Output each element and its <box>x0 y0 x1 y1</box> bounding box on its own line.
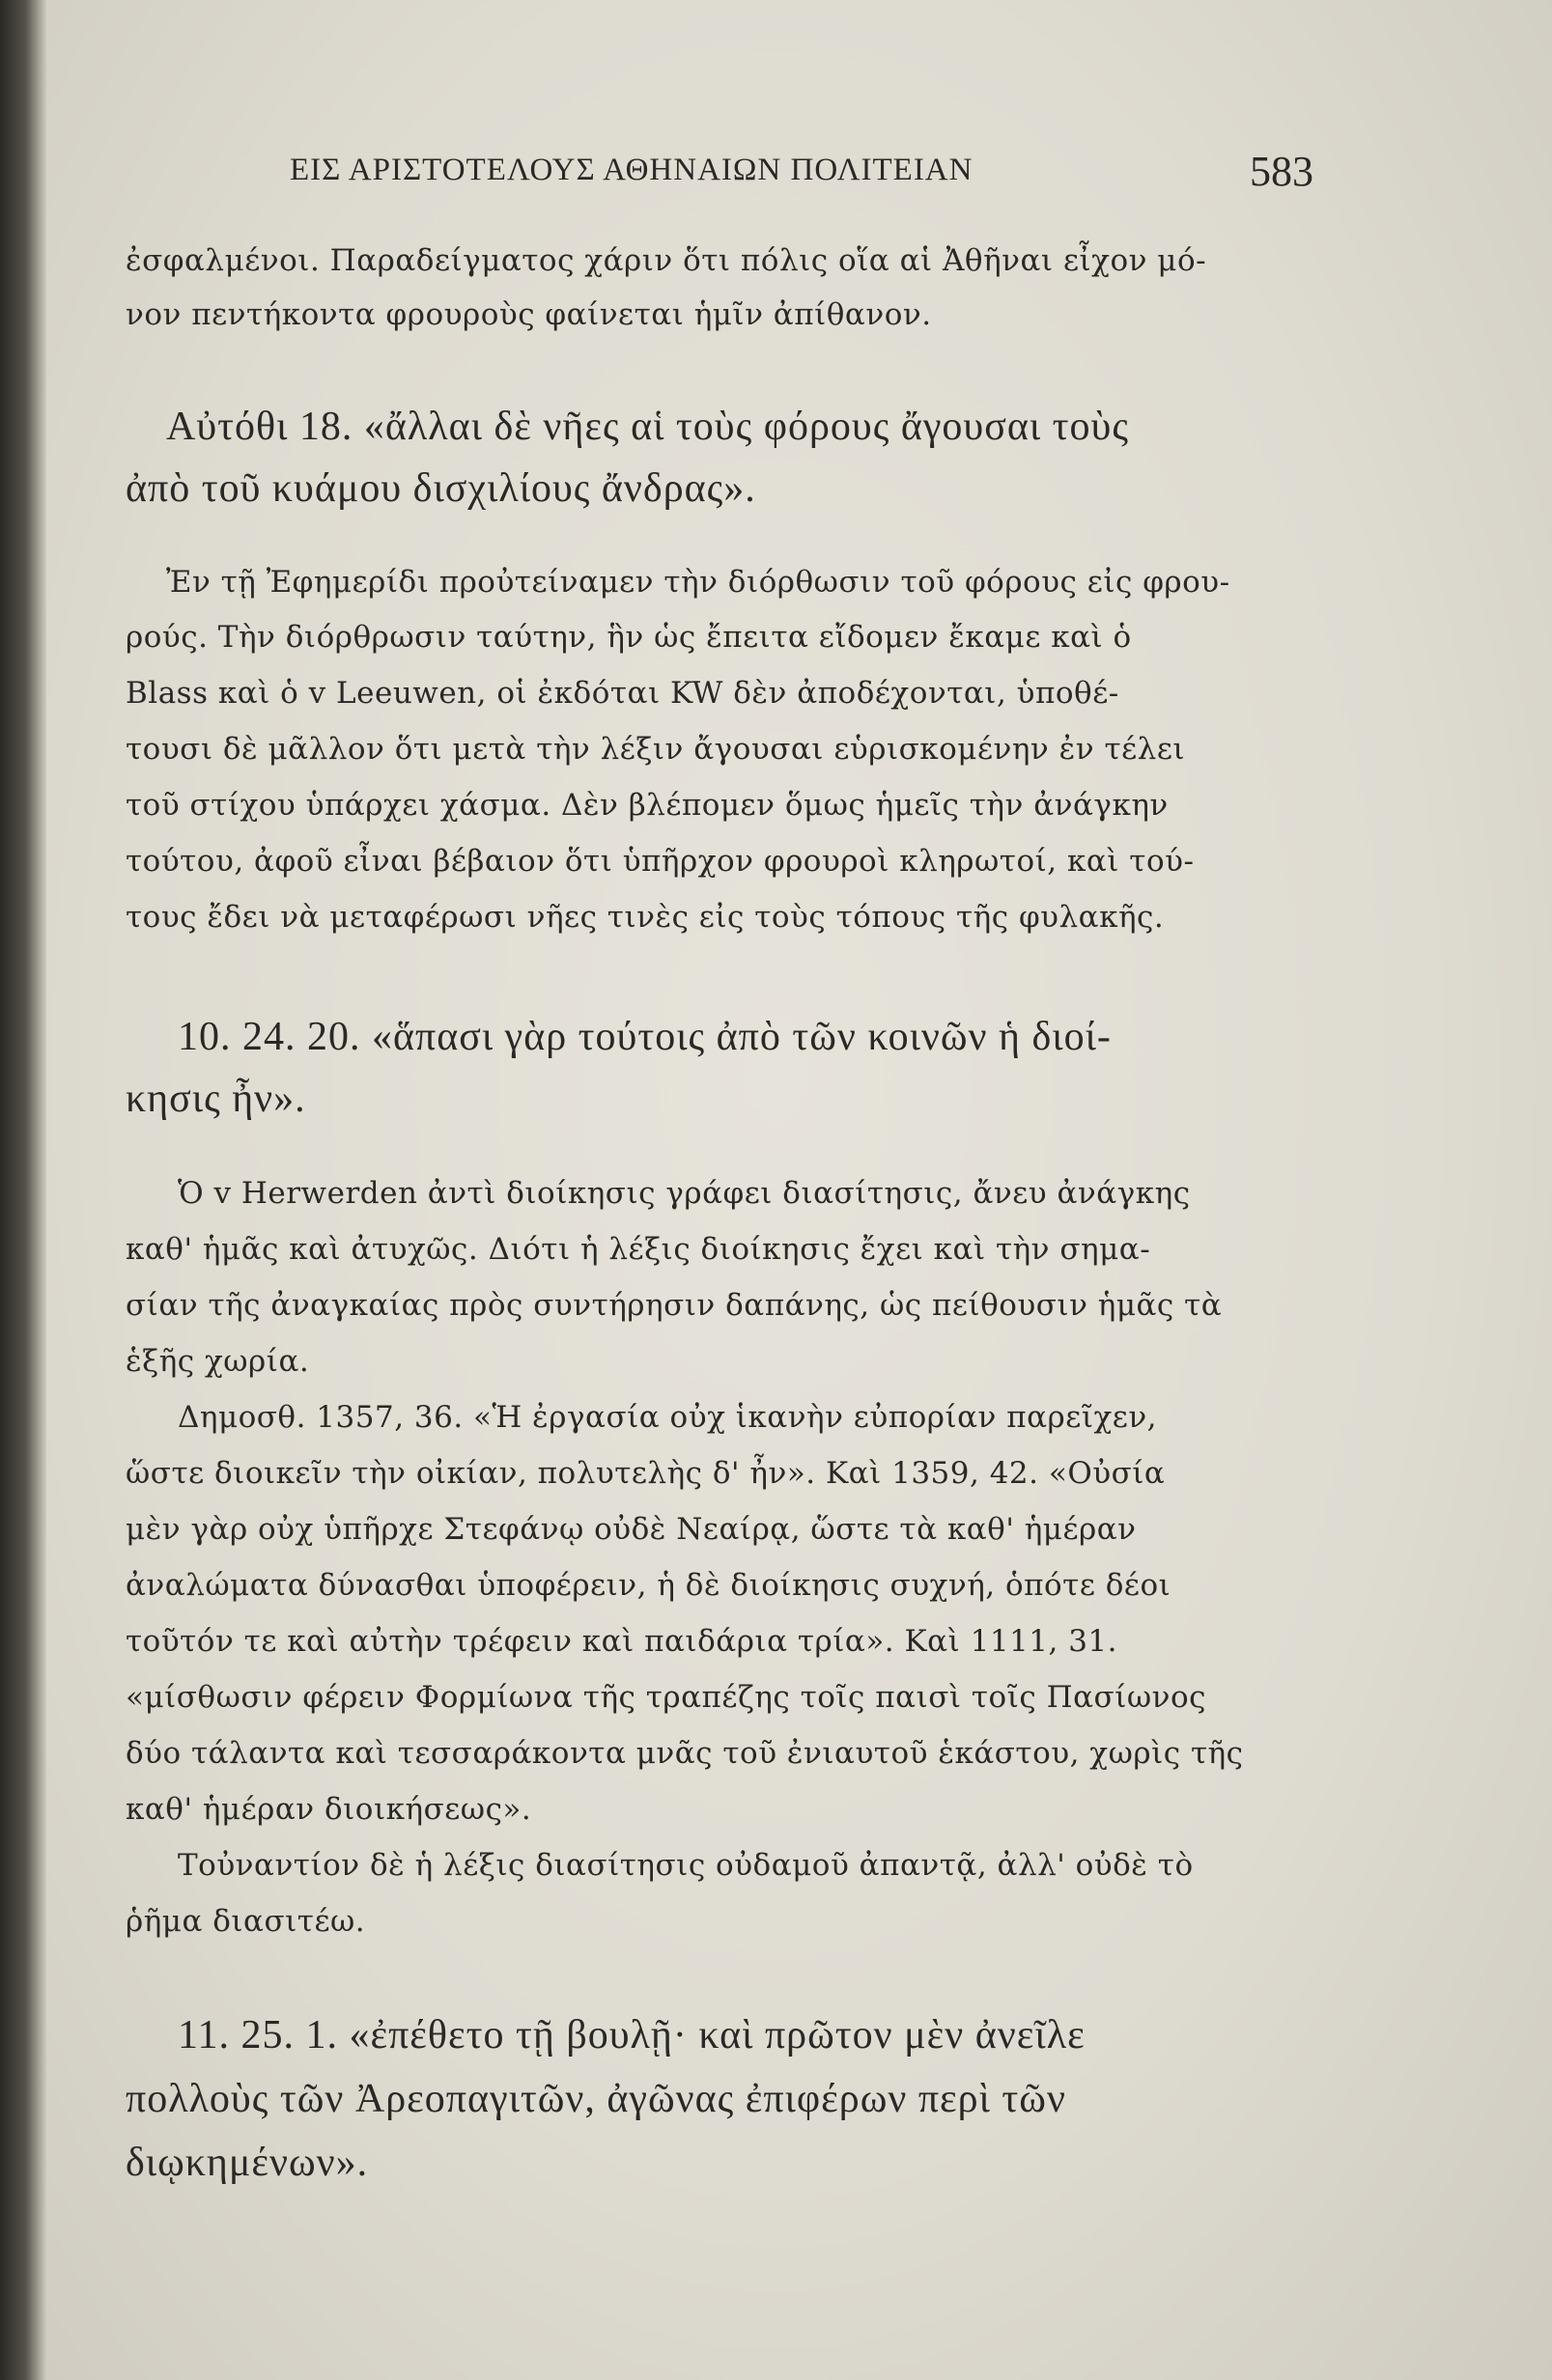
text-line: σίαν τῆς ἀναγκαίας πρὸς συντήρησιν δαπάνης, ὡς πείθουσιν ἡμᾶς τὰ <box>126 1288 1223 1323</box>
text-line: τουσι δὲ μᾶλλον ὅτι μετὰ τὴν λέξιν ἄγουσαι εὑρισκομένην ἐν τέλει <box>126 732 1186 767</box>
lemma-line: 10. 24. 20. «ἅπασι γὰρ τούτοις ἀπὸ τῶν κοινῶν ἡ διοί- <box>178 1015 1112 1059</box>
text-line: νον πεντήκοντα φρουροὺς φαίνεται ἡμῖν ἀπίθανον. <box>126 297 932 332</box>
text-line: δύο τάλαντα καὶ τεσσαράκοντα μνᾶς τοῦ ἐνιαυτοῦ ἑκάστου, χωρὶς τῆς <box>126 1736 1244 1771</box>
text-line: τούτου, ἀφοῦ εἶναι βέβαιον ὅτι ὑπῆρχον φρουροὶ κληρωτοί, καὶ τού- <box>126 844 1195 879</box>
text-line: ἀναλώματα δύνασθαι ὑποφέρειν, ἡ δὲ διοίκησις συχνή, ὁπότε δέοι <box>126 1568 1171 1603</box>
text-line: «μίσθωσιν φέρειν Φορμίωνα τῆς τραπέζης τοῖς παισὶ τοῖς Πασίωνος <box>126 1680 1207 1715</box>
text-line: τους ἔδει νὰ μεταφέρωσι νῆες τινὲς εἰς τοὺς τόπους τῆς φυλακῆς. <box>126 900 1165 935</box>
text-line: ἐσφαλμένοι. Παραδείγματος χάριν ὅτι πόλις οἵα αἱ Ἀθῆναι εἶχον μό- <box>126 243 1207 278</box>
binding-gutter <box>0 0 46 2380</box>
lemma-line: Αὐτόθι 18. «ἄλλαι δὲ νῆες αἱ τοὺς φόρους ἄγουσαι τοὺς <box>166 405 1129 449</box>
text-line: τοῦ στίχου ὑπάρχει χάσμα. Δὲν βλέπομεν ὅμως ἡμεῖς τὴν ἀνάγκην <box>126 788 1169 823</box>
lemma-line: ἀπὸ τοῦ κυάμου δισχιλίους ἄνδρας». <box>126 466 756 511</box>
text-line: ὥστε διοικεῖν τὴν οἰκίαν, πολυτελὴς δ' ἦν». Καὶ 1359, 42. «Οὐσία <box>126 1456 1166 1491</box>
text-line: καθ' ἡμέραν διοικήσεως». <box>126 1792 532 1827</box>
running-title: ΕΙΣ ΑΡΙΣΤΟΤΕΛΟΥΣ ΑΘΗΝΑΙΩΝ ΠΟΛΙΤΕΙΑΝ <box>290 153 974 187</box>
text-line: τοῦτόν τε καὶ αὐτὴν τρέφειν καὶ παιδάρια τρία». Καὶ 1111, 31. <box>126 1624 1117 1659</box>
text-line: Ὁ v Herwerden ἀντὶ διοίκησις γράφει διασίτησις, ἄνευ ἀνάγκης <box>178 1176 1191 1211</box>
text-line: Τοὐναντίον δὲ ἡ λέξις διασίτησις οὐδαμοῦ ἀπαντᾷ, ἀλλ' οὐδὲ τὸ <box>178 1848 1194 1883</box>
text-line: ρούς. Τὴν διόρθρωσιν ταύτην, ἣν ὡς ἔπειτα εἴδομεν ἔκαμε καὶ ὁ <box>126 620 1132 655</box>
lemma-line: πολλοὺς τῶν Ἀρεοπαγιτῶν, ἀγῶνας ἐπιφέρων περὶ τῶν <box>126 2077 1066 2121</box>
text-line: ἑξῆς χωρία. <box>126 1344 310 1379</box>
page-number: 583 <box>1250 148 1313 195</box>
text-line: καθ' ἡμᾶς καὶ ἀτυχῶς. Διότι ἡ λέξις διοίκησις ἔχει καὶ τὴν σημα- <box>126 1232 1151 1267</box>
lemma-line: διῳκημένων». <box>126 2141 369 2185</box>
lemma-line: 11. 25. 1. «ἐπέθετο τῇ βουλῇ· καὶ πρῶτον μὲν ἀνεῖλε <box>178 2013 1086 2058</box>
text-line: Blass καὶ ὁ v Leeuwen, οἱ ἐκδόται KW δὲν ἀποδέχονται, ὑποθέ- <box>126 676 1119 711</box>
lemma-line: κησις ἦν». <box>126 1077 306 1121</box>
text-line: μὲν γὰρ οὐχ ὑπῆρχε Στεφάνῳ οὐδὲ Νεαίρᾳ, ὥστε τὰ καθ' ἡμέραν <box>126 1512 1137 1547</box>
text-line: Δημοσθ. 1357, 36. «Ἡ ἐργασία οὐχ ἱκανὴν εὐπορίαν παρεῖχεν, <box>178 1400 1158 1435</box>
text-line: Ἐν τῇ Ἐφημερίδι προὐτείναμεν τὴν διόρθωσιν τοῦ φόρους εἰς φρου- <box>166 565 1230 600</box>
page-header <box>290 147 1313 195</box>
text-line: ῥῆμα διασιτέω. <box>126 1904 366 1939</box>
